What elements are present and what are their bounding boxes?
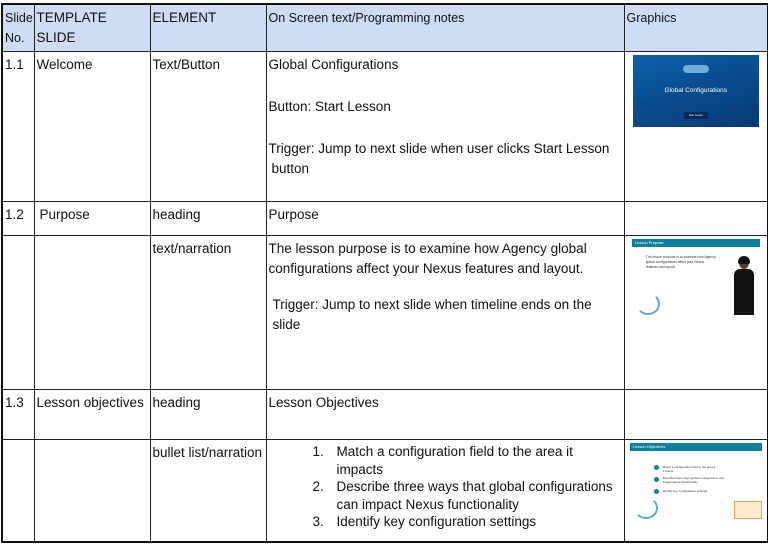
trigger-note: Trigger: Jump to next slide when user clicks Start Lesson [268,141,610,156]
slide-number: 1.3 [2,390,34,440]
template-slide [34,440,150,543]
on-screen-text: Purpose [266,202,624,236]
graphic-cell [624,236,768,390]
slide-number [2,236,34,390]
table-row [2,52,768,202]
bullet-icon [654,489,659,494]
element-type: heading [150,390,266,440]
template-slide [34,236,150,390]
list-item: 1. Match a configuration field to the area it impacts [312,444,573,477]
welcome-slide-thumbnail [633,55,759,127]
template-slide: Lesson objectives [34,390,150,440]
slide-number [2,440,34,543]
thumbnail-header: Lesson Objectives [630,443,762,451]
table-row [2,236,768,390]
list-item: 2. Describe three ways that global configurations can impact Nexus functionality [312,479,613,512]
element-type: text/narration [150,236,266,390]
swoosh-icon [636,293,660,315]
notes-cell [266,440,624,543]
button-note: Button: Start Lesson [268,99,391,114]
element-type: heading [150,202,266,236]
trigger-note-cont: button [271,161,310,176]
storyboard-table [1,3,768,543]
graphic-cell [624,390,768,440]
table-row [2,390,768,440]
slide-number: 1.1 [2,52,34,202]
element-type: Text/Button [150,52,266,202]
objectives-list [269,443,622,531]
header-notes: On Screen text/Programming notes [266,4,624,52]
element-type: bullet list/narration [150,440,266,543]
notes-cell [266,236,624,390]
template-slide: Purpose [34,202,150,236]
thumbnail-header: Lesson Purpose [632,239,760,247]
objectives-slide-thumbnail [630,443,762,519]
thumbnail-bullet: Match a configuration field to the area it impacts [662,465,716,473]
graphic-cell [624,202,768,236]
thumbnail-title: Global Configurations [664,87,727,94]
template-slide: Welcome [34,52,150,202]
on-screen-text: Global Configurations [268,57,399,72]
callout-note [734,501,762,519]
bullet-icon [654,465,659,470]
header-graphics: Graphics [624,4,768,52]
notes-cell [266,52,624,202]
header-template-slide: TEMPLATE SLIDE [34,4,150,52]
header-row [2,4,768,52]
bullet-icon [654,477,659,482]
list-item: 3. Identify key configuration settings [312,514,537,529]
table-row [2,440,768,543]
logo-icon [683,65,709,73]
header-slide-no: Slide No. [2,4,34,52]
graphic-cell [624,52,768,202]
narration-text: The lesson purpose is to examine how Agency global configurations affect your Nexus features and layout. [268,241,587,276]
narrator-avatar [732,257,756,315]
graphic-cell [624,440,768,543]
purpose-slide-thumbnail [632,239,760,315]
thumbnail-text: The lesson purpose is to examine how Agency global configurations affect your Nexus features and layout. [645,255,716,269]
thumbnail-bullet: Describe three ways global configurations can impact Nexus functionality [662,476,724,484]
thumbnail-start-button: Start Lesson [684,112,708,119]
on-screen-text: Lesson Objectives [266,390,624,440]
table-row [2,202,768,236]
slide-number: 1.2 [2,202,34,236]
trigger-note: Trigger: Jump to next slide when timeline ends on the slide [272,297,592,332]
swoosh-icon [634,497,658,519]
thumbnail-bullet: Identify key configuration settings [662,489,708,493]
header-element: ELEMENT [150,4,266,52]
